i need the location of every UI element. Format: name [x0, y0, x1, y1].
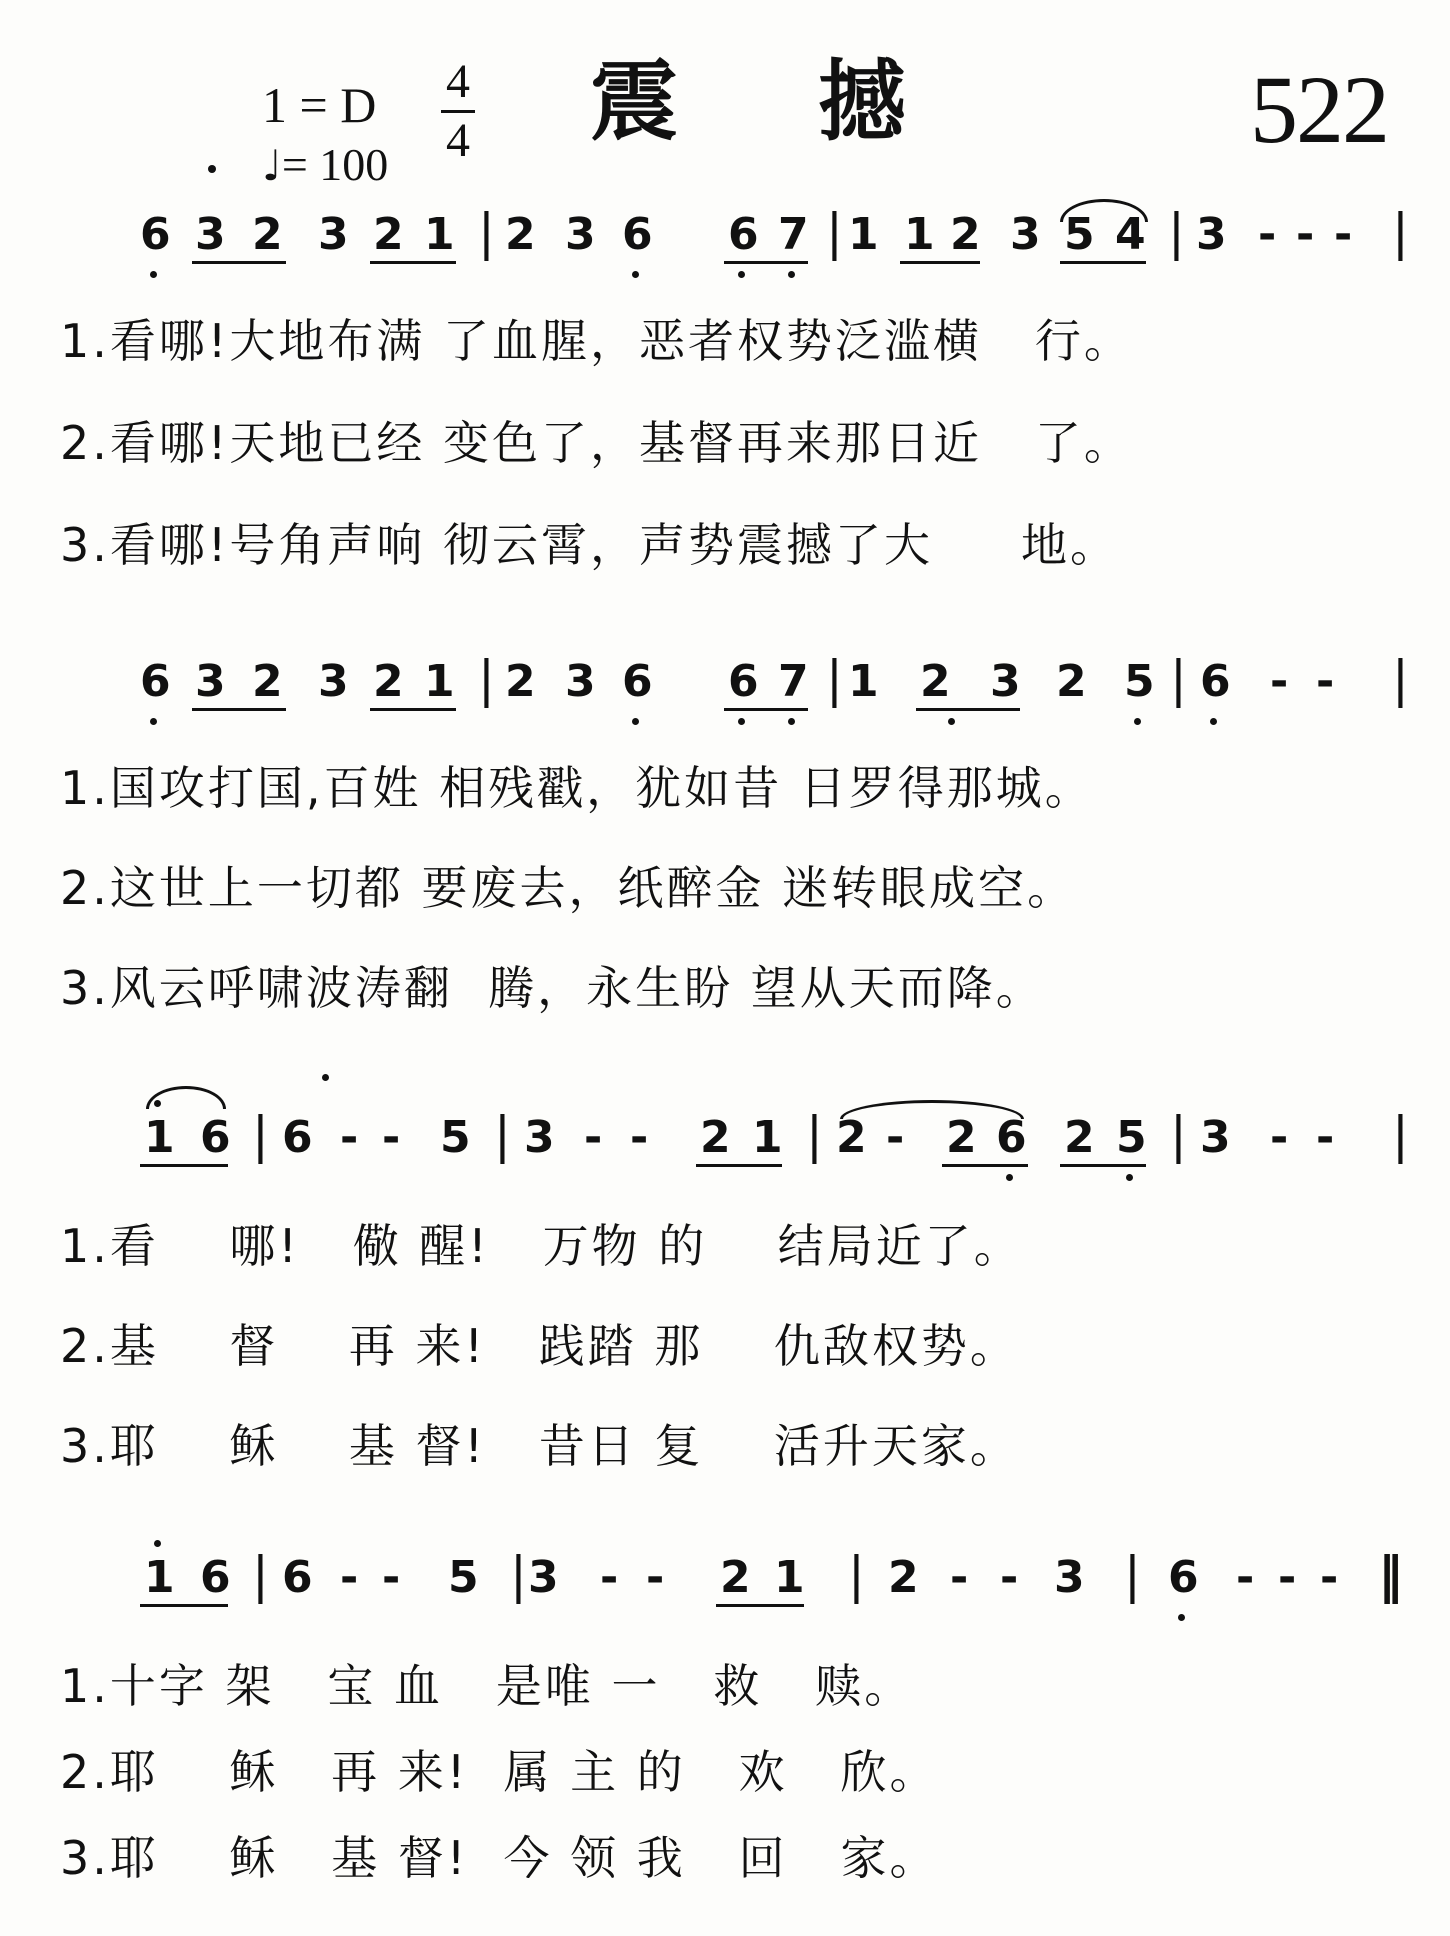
low-octave-dot — [1134, 718, 1141, 725]
time-signature-divider — [441, 110, 475, 113]
high-octave-dot — [154, 1540, 161, 1547]
hymn-number: 522 — [1250, 56, 1388, 163]
low-octave-dot — [632, 271, 639, 278]
note: 6 — [996, 1112, 1027, 1163]
beam-underline — [370, 261, 456, 264]
low-octave-dot — [738, 271, 745, 278]
dash: - — [1316, 656, 1335, 707]
dash: - — [1316, 1112, 1335, 1163]
beam-underline — [192, 261, 286, 264]
bar-line: | — [252, 1546, 269, 1604]
dash: - — [1236, 1552, 1255, 1603]
lyric-verse-3: 3.耶 稣 基 督! 今 领 我 回 家。 — [60, 1831, 939, 1885]
note: 2 — [700, 1112, 731, 1163]
note: 2 — [1064, 1112, 1095, 1163]
note: 3 — [524, 1112, 555, 1163]
beam-underline — [916, 708, 1020, 711]
lyric-verse-1: 1.十字 架 宝 血 是唯 一 救 赎。 — [60, 1659, 914, 1713]
beam-underline — [696, 1164, 782, 1167]
note: 2 — [252, 656, 283, 707]
note: 4 — [1115, 209, 1146, 260]
low-octave-dot — [948, 718, 955, 725]
time-signature-bottom: 4 — [446, 114, 470, 167]
note: 6 — [1168, 1552, 1199, 1603]
note: 1 — [424, 656, 455, 707]
low-octave-dot — [1210, 718, 1217, 725]
bar-line: | — [494, 1106, 511, 1164]
note: 2 — [252, 209, 283, 260]
lyric-verse-1: 1.看 哪! 儆 醒! 万物 的 结局近了。 — [60, 1219, 1023, 1273]
note: 1 — [848, 656, 879, 707]
note: 2 — [950, 209, 981, 260]
lyric-verse-2: 2.看哪!天地已经 变色了，基督再来那日近 了。 — [60, 416, 1133, 470]
low-octave-dot — [150, 271, 157, 278]
note: 1 — [774, 1552, 805, 1603]
note: 5 — [1116, 1112, 1147, 1163]
dash: - — [382, 1112, 401, 1163]
dash: - — [1270, 1112, 1289, 1163]
low-octave-dot — [738, 718, 745, 725]
bar-line: | — [510, 1546, 527, 1604]
note: 7 — [778, 209, 809, 260]
notation-line — [0, 652, 1450, 722]
slur-arc — [1060, 199, 1148, 222]
beam-underline — [1060, 1164, 1146, 1167]
dash: - — [1258, 209, 1277, 260]
note: 3 — [318, 656, 349, 707]
note: 3 — [1196, 209, 1227, 260]
dash: - — [1270, 656, 1289, 707]
tempo-dot — [208, 165, 216, 173]
tempo-marking — [208, 140, 388, 191]
key-signature: 1 = D — [262, 77, 377, 133]
bar-line: | — [1392, 650, 1409, 708]
note: 6 — [728, 656, 759, 707]
beam-underline — [724, 708, 808, 711]
slur-arc — [146, 1086, 226, 1109]
note: 6 — [728, 209, 759, 260]
note: 6 — [1200, 656, 1231, 707]
lyric-verse-1: 1.看哪!大地布满 了血腥，恶者权势泛滥横 行。 — [60, 314, 1133, 368]
note: 6 — [200, 1552, 231, 1603]
note: 6 — [622, 209, 653, 260]
dash: - — [646, 1552, 665, 1603]
dash: - — [340, 1112, 359, 1163]
beam-underline — [1060, 261, 1146, 264]
low-octave-dot — [150, 718, 157, 725]
bar-line: | — [848, 1546, 865, 1604]
time-signature — [438, 55, 478, 167]
note: 2 — [505, 656, 536, 707]
note: 1 — [424, 209, 455, 260]
stray-dot — [322, 1074, 329, 1081]
bar-line: | — [826, 203, 843, 261]
note: 6 — [140, 209, 171, 260]
lyric-verse-1: 1.国攻打国,百姓 相残戳，犹如昔 日罗得那城。 — [60, 761, 1094, 815]
bar-line: | — [1170, 650, 1187, 708]
lyric-verse-2: 2.这世上一切都 要废去，纸醉金 迷转眼成空。 — [60, 861, 1077, 915]
beam-underline — [140, 1164, 228, 1167]
note: 3 — [565, 656, 596, 707]
note: 2 — [505, 209, 536, 260]
note: 6 — [622, 656, 653, 707]
note: 3 — [1200, 1112, 1231, 1163]
note: 1 — [904, 209, 935, 260]
note: 1 — [144, 1112, 175, 1163]
note: 3 — [1054, 1552, 1085, 1603]
lyric-verse-3: 3.耶 稣 基 督! 昔日 复 活升天家。 — [60, 1419, 1019, 1473]
bar-line: | — [1170, 1106, 1187, 1164]
note: 3 — [1010, 209, 1041, 260]
low-octave-dot — [1178, 1614, 1185, 1621]
note: 2 — [946, 1112, 977, 1163]
beam-underline — [716, 1604, 804, 1607]
hymn-title: 震撼 — [590, 50, 1047, 153]
bar-line: | — [252, 1106, 269, 1164]
lyric-verse-3: 3.看哪!号角声响 彻云霄，声势震撼了大 地。 — [60, 518, 1120, 572]
bar-line: | — [806, 1106, 823, 1164]
note: 3 — [565, 209, 596, 260]
dash: - — [1278, 1552, 1297, 1603]
bar-line: | — [1392, 1106, 1409, 1164]
dash: - — [1320, 1552, 1339, 1603]
dash: - — [1000, 1552, 1019, 1603]
quarter-note-icon: ♩ — [262, 141, 282, 190]
beam-underline — [140, 1604, 228, 1607]
note: 1 — [848, 209, 879, 260]
note: 3 — [318, 209, 349, 260]
note: 3 — [195, 209, 226, 260]
low-octave-dot — [1006, 1174, 1013, 1181]
dash: - — [340, 1552, 359, 1603]
bar-line: | — [478, 203, 495, 261]
beam-underline — [192, 708, 286, 711]
bar-line: | — [1124, 1546, 1141, 1604]
dash: - — [886, 1112, 905, 1163]
note: 2 — [373, 209, 404, 260]
beam-underline — [370, 708, 456, 711]
low-octave-dot — [1126, 1174, 1133, 1181]
note: 2 — [888, 1552, 919, 1603]
low-octave-dot — [788, 271, 795, 278]
note: 1 — [144, 1552, 175, 1603]
note: 2 — [1056, 656, 1087, 707]
note: 2 — [373, 656, 404, 707]
dash: - — [1334, 209, 1353, 260]
note: 2 — [836, 1112, 867, 1163]
beam-underline — [942, 1164, 1028, 1167]
bar-line: | — [826, 650, 843, 708]
final-bar-line: ‖ — [1378, 1546, 1397, 1604]
dash: - — [600, 1552, 619, 1603]
dash: - — [382, 1552, 401, 1603]
note: 5 — [1124, 656, 1155, 707]
note: 1 — [752, 1112, 783, 1163]
notation-line — [0, 1108, 1450, 1178]
low-octave-dot — [788, 718, 795, 725]
note: 3 — [195, 656, 226, 707]
note: 6 — [282, 1552, 313, 1603]
time-signature-top: 4 — [446, 55, 470, 108]
slur-arc — [840, 1100, 1024, 1119]
note: 5 — [448, 1552, 479, 1603]
note: 7 — [778, 656, 809, 707]
notation-line — [0, 205, 1450, 275]
bar-line: | — [1392, 203, 1409, 261]
note: 3 — [528, 1552, 559, 1603]
note: 5 — [1064, 209, 1095, 260]
note: 2 — [920, 656, 951, 707]
note: 6 — [282, 1112, 313, 1163]
note: 2 — [720, 1552, 751, 1603]
notation-line — [0, 1548, 1450, 1618]
dash: - — [584, 1112, 603, 1163]
beam-underline — [724, 261, 808, 264]
lyric-verse-2: 2.耶 稣 再 来! 属 主 的 欢 欣。 — [60, 1745, 939, 1799]
dash: - — [630, 1112, 649, 1163]
bar-line: | — [478, 650, 495, 708]
tempo-value: = 100 — [281, 139, 389, 190]
note: 6 — [200, 1112, 231, 1163]
lyric-verse-2: 2.基 督 再 来! 践踏 那 仇敌权势。 — [60, 1319, 1019, 1373]
dash: - — [1296, 209, 1315, 260]
lyric-verse-3: 3.风云呼啸波涛翻 腾，永生盼 望从天而降。 — [60, 961, 1045, 1015]
note: 5 — [440, 1112, 471, 1163]
note: 3 — [990, 656, 1021, 707]
beam-underline — [900, 261, 980, 264]
note: 6 — [140, 656, 171, 707]
dash: - — [950, 1552, 969, 1603]
low-octave-dot — [632, 718, 639, 725]
bar-line: | — [1168, 203, 1185, 261]
